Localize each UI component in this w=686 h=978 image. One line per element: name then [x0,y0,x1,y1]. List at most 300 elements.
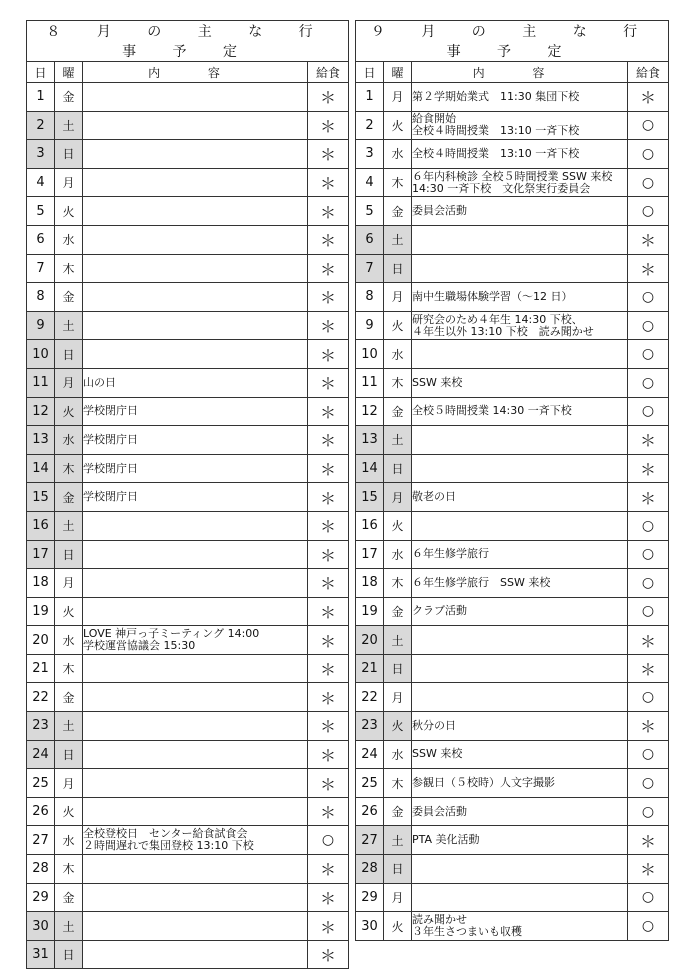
weekday-cell: 月 [55,368,83,397]
event-content-cell: SSW 来校 [412,368,628,397]
event-content-cell: 学校閉庁日 [83,397,308,426]
event-content-cell: 全校５時間授業 14:30 一斉下校 [412,397,628,426]
september-title: ９ 月 の 主 な 行 事 予 定 [356,21,669,62]
day-cell: 5 [27,197,55,226]
day-cell: 7 [356,254,384,283]
day-cell: 22 [27,683,55,712]
weekday-cell: 月 [384,883,412,912]
table-row [356,483,669,512]
table-row [27,740,349,769]
table-row [27,597,349,626]
event-content-cell: 研究会のため４年生 14:30 下校、 ４年生以外 13:10 下校 読み聞かせ [412,311,628,340]
day-cell: 29 [27,883,55,912]
event-content-cell [83,254,308,283]
event-content-cell [83,597,308,626]
event-content-cell [83,712,308,741]
table-row [27,940,349,969]
august-title-row [27,21,349,62]
weekday-cell: 木 [55,855,83,884]
day-cell: 4 [27,168,55,197]
event-content-cell [83,569,308,598]
event-content-cell [83,197,308,226]
event-content-cell: 委員会活動 [412,797,628,826]
meal-cell: ○ [628,740,669,769]
weekday-cell: 金 [55,83,83,112]
day-header: 日 [356,62,384,83]
day-cell: 10 [27,340,55,369]
table-row [27,197,349,226]
weekday-cell: 火 [55,597,83,626]
day-cell: 11 [27,368,55,397]
table-row [356,168,669,197]
table-row [356,311,669,340]
weekday-cell: 土 [384,626,412,655]
meal-header: 給食 [308,62,349,83]
event-content-cell [412,426,628,455]
table-row [356,426,669,455]
table-row [27,540,349,569]
weekday-cell: 金 [55,683,83,712]
weekday-cell: 水 [55,225,83,254]
event-content-cell [412,340,628,369]
table-row [356,454,669,483]
meal-cell: ○ [628,683,669,712]
weekday-cell: 月 [55,168,83,197]
day-cell: 23 [356,712,384,741]
day-cell: 31 [27,940,55,969]
september-header-row [356,62,669,83]
weekday-cell: 火 [55,197,83,226]
event-content-cell [83,654,308,683]
weekday-cell: 水 [384,740,412,769]
day-cell: 1 [27,83,55,112]
weekday-cell: 月 [384,483,412,512]
meal-cell: ＊ [308,712,349,741]
meal-cell: ○ [628,540,669,569]
weekday-header: 曜 [384,62,412,83]
event-content-cell: 委員会活動 [412,197,628,226]
meal-cell: ＊ [308,797,349,826]
day-cell: 26 [27,797,55,826]
table-row [27,826,349,855]
day-cell: 2 [27,111,55,140]
table-row [27,340,349,369]
table-row [27,569,349,598]
day-cell: 6 [356,225,384,254]
weekday-cell: 金 [55,483,83,512]
table-row [27,168,349,197]
weekday-cell: 日 [384,454,412,483]
day-cell: 20 [356,626,384,655]
day-cell: 19 [356,597,384,626]
day-cell: 22 [356,683,384,712]
meal-cell: ＊ [628,712,669,741]
table-row [27,797,349,826]
event-content-cell: 読み聞かせ ３年生さつまいも収穫 [412,912,628,941]
meal-cell: ＊ [628,826,669,855]
weekday-cell: 月 [384,283,412,312]
meal-cell: ＊ [308,397,349,426]
meal-cell: ＊ [308,254,349,283]
meal-cell: ＊ [308,340,349,369]
event-content-cell [412,225,628,254]
weekday-header: 曜 [55,62,83,83]
weekday-cell: 土 [55,511,83,540]
day-cell: 20 [27,626,55,655]
event-content-cell: クラブ活動 [412,597,628,626]
event-content-cell [83,683,308,712]
event-content-cell [83,511,308,540]
day-cell: 23 [27,712,55,741]
day-cell: 6 [27,225,55,254]
table-row [27,368,349,397]
table-row [356,883,669,912]
meal-cell: ＊ [308,426,349,455]
day-cell: 12 [27,397,55,426]
event-content-cell [83,168,308,197]
day-cell: 2 [356,111,384,140]
event-content-cell [412,654,628,683]
weekday-cell: 水 [384,340,412,369]
day-cell: 19 [27,597,55,626]
weekday-cell: 水 [384,140,412,169]
day-cell: 3 [356,140,384,169]
meal-header: 給食 [628,62,669,83]
weekday-cell: 火 [384,511,412,540]
event-content-cell: ６年内科検診 全校５時間授業 SSW 来校 14:30 一斉下校 文化祭実行委員会 [412,168,628,197]
meal-cell: ＊ [308,883,349,912]
day-cell: 13 [356,426,384,455]
day-cell: 4 [356,168,384,197]
event-content-cell: 学校閉庁日 [83,454,308,483]
meal-cell: ＊ [628,483,669,512]
day-cell: 14 [27,454,55,483]
table-row [356,626,669,655]
meal-cell: ＊ [308,483,349,512]
meal-cell: ○ [628,769,669,798]
weekday-cell: 金 [384,197,412,226]
event-content-cell [83,740,308,769]
meal-cell: ＊ [628,454,669,483]
day-cell: 24 [27,740,55,769]
weekday-cell: 土 [384,826,412,855]
event-content-cell [83,140,308,169]
weekday-cell: 日 [55,940,83,969]
table-row [356,797,669,826]
day-cell: 30 [356,912,384,941]
meal-cell: ○ [628,168,669,197]
weekday-cell: 日 [55,740,83,769]
meal-cell: ＊ [628,855,669,884]
weekday-cell: 木 [55,454,83,483]
table-row [27,254,349,283]
day-cell: 17 [27,540,55,569]
event-content-cell: 全校４時間授業 13:10 一斉下校 [412,140,628,169]
weekday-cell: 木 [384,168,412,197]
day-cell: 28 [27,855,55,884]
meal-cell: ＊ [628,83,669,112]
day-cell: 8 [356,283,384,312]
event-content-cell [83,225,308,254]
day-cell: 29 [356,883,384,912]
event-content-cell: 参観日（５校時）人文字撮影 [412,769,628,798]
august-schedule-table [26,20,349,969]
table-row [356,83,669,112]
meal-cell: ○ [628,340,669,369]
weekday-cell: 土 [384,225,412,254]
day-cell: 9 [356,311,384,340]
table-row [356,340,669,369]
weekday-cell: 金 [384,397,412,426]
event-content-cell: 敬老の日 [412,483,628,512]
weekday-cell: 木 [55,254,83,283]
event-content-cell [83,340,308,369]
meal-cell: ＊ [628,654,669,683]
day-cell: 30 [27,912,55,941]
table-row [356,368,669,397]
meal-cell: ＊ [308,683,349,712]
weekday-cell: 水 [55,626,83,655]
day-cell: 27 [356,826,384,855]
event-content-cell [83,540,308,569]
day-cell: 25 [356,769,384,798]
weekday-cell: 火 [55,797,83,826]
meal-cell: ＊ [308,111,349,140]
meal-cell: ＊ [308,83,349,112]
meal-cell: ＊ [628,254,669,283]
event-content-cell: 山の日 [83,368,308,397]
meal-cell: ＊ [308,140,349,169]
meal-cell: ○ [628,397,669,426]
meal-cell: ＊ [308,368,349,397]
table-row [356,597,669,626]
weekday-cell: 火 [384,712,412,741]
event-content-cell: 学校閉庁日 [83,483,308,512]
weekday-cell: 日 [384,654,412,683]
meal-cell: ○ [628,511,669,540]
event-content-cell: ６年生修学旅行 [412,540,628,569]
day-cell: 9 [27,311,55,340]
september-schedule-table [355,20,669,941]
weekday-cell: 日 [384,254,412,283]
day-cell: 15 [356,483,384,512]
event-content-cell: 全校登校日 センター給食試食会 ２時間遅れで集団登校 13:10 下校 [83,826,308,855]
event-content-cell [83,797,308,826]
event-content-cell [412,511,628,540]
event-content-cell: 学校閉庁日 [83,426,308,455]
day-cell: 16 [356,511,384,540]
meal-cell: ○ [628,597,669,626]
event-content-cell: 南中生職場体験学習（～12 日） [412,283,628,312]
table-row [27,769,349,798]
day-cell: 12 [356,397,384,426]
event-content-cell [83,111,308,140]
event-content-cell [412,855,628,884]
table-row [27,283,349,312]
event-content-cell [412,683,628,712]
day-cell: 3 [27,140,55,169]
weekday-cell: 水 [55,826,83,855]
weekday-cell: 金 [384,597,412,626]
meal-cell: ○ [628,283,669,312]
meal-cell: ＊ [628,225,669,254]
meal-cell: ○ [628,883,669,912]
meal-cell: ＊ [308,940,349,969]
weekday-cell: 土 [55,111,83,140]
table-row [27,683,349,712]
weekday-cell: 金 [55,283,83,312]
weekday-cell: 木 [384,368,412,397]
table-row [27,83,349,112]
event-content-cell: 第２学期始業式 11:30 集団下校 [412,83,628,112]
meal-cell: ＊ [308,740,349,769]
event-content-cell [83,283,308,312]
weekday-cell: 月 [55,769,83,798]
august-body [27,83,349,969]
table-row [356,769,669,798]
day-cell: 18 [356,569,384,598]
meal-cell: ＊ [308,855,349,884]
meal-cell: ＊ [308,511,349,540]
table-row [27,712,349,741]
event-content-cell [412,254,628,283]
weekday-cell: 日 [384,855,412,884]
table-row [27,311,349,340]
meal-cell: ○ [628,797,669,826]
september-body [356,83,669,941]
day-cell: 26 [356,797,384,826]
day-cell: 1 [356,83,384,112]
table-row [27,626,349,655]
meal-cell: ＊ [628,626,669,655]
event-content-cell [83,83,308,112]
meal-cell: ＊ [308,311,349,340]
day-cell: 17 [356,540,384,569]
table-row [356,683,669,712]
table-row [27,855,349,884]
weekday-cell: 火 [384,311,412,340]
table-row [27,912,349,941]
meal-cell: ＊ [628,426,669,455]
table-row [356,740,669,769]
meal-cell: ＊ [308,225,349,254]
meal-cell: ＊ [308,540,349,569]
day-cell: 8 [27,283,55,312]
event-content-cell: ６年生修学旅行 SSW 来校 [412,569,628,598]
event-content-cell [83,855,308,884]
event-content-cell [412,883,628,912]
content-header: 内 容 [83,62,308,83]
weekday-cell: 木 [384,769,412,798]
meal-cell: ○ [628,111,669,140]
event-content-cell [412,626,628,655]
august-header-row [27,62,349,83]
event-content-cell: LOVE 神戸っ子ミーティング 14:00 学校運営協議会 15:30 [83,626,308,655]
meal-cell: ○ [628,569,669,598]
table-row [27,140,349,169]
day-cell: 14 [356,454,384,483]
august-title: ８ 月 の 主 な 行 事 予 定 [27,21,349,62]
weekday-cell: 土 [55,712,83,741]
weekday-cell: 火 [384,912,412,941]
table-row [27,654,349,683]
weekday-cell: 水 [55,426,83,455]
day-cell: 28 [356,855,384,884]
weekday-cell: 日 [55,340,83,369]
day-cell: 10 [356,340,384,369]
content-header: 内 容 [412,62,628,83]
meal-cell: ○ [628,140,669,169]
meal-cell: ＊ [308,597,349,626]
weekday-cell: 水 [384,540,412,569]
weekday-cell: 火 [55,397,83,426]
weekday-cell: 月 [55,569,83,598]
table-row [356,912,669,941]
table-row [27,511,349,540]
day-header: 日 [27,62,55,83]
table-row [356,283,669,312]
table-row [356,140,669,169]
meal-cell: ○ [628,197,669,226]
day-cell: 18 [27,569,55,598]
weekday-cell: 月 [384,683,412,712]
table-row [27,454,349,483]
table-row [356,511,669,540]
weekday-cell: 金 [55,883,83,912]
table-row [27,426,349,455]
event-content-cell: SSW 来校 [412,740,628,769]
meal-cell: ＊ [308,626,349,655]
day-cell: 11 [356,368,384,397]
day-cell: 21 [27,654,55,683]
weekday-cell: 火 [384,111,412,140]
table-row [356,654,669,683]
table-row [356,254,669,283]
meal-cell: ○ [628,311,669,340]
event-content-cell [83,769,308,798]
weekday-cell: 金 [384,797,412,826]
meal-cell: ＊ [308,769,349,798]
table-row [356,712,669,741]
weekday-cell: 土 [55,912,83,941]
event-content-cell [412,454,628,483]
table-row [356,111,669,140]
event-content-cell: PTA 美化活動 [412,826,628,855]
day-cell: 24 [356,740,384,769]
table-row [356,569,669,598]
table-row [27,883,349,912]
weekday-cell: 土 [384,426,412,455]
table-row [356,397,669,426]
day-cell: 15 [27,483,55,512]
meal-cell: ＊ [308,168,349,197]
meal-cell: ○ [308,826,349,855]
table-row [27,397,349,426]
table-row [356,855,669,884]
table-row [356,826,669,855]
weekday-cell: 日 [55,140,83,169]
weekday-cell: 木 [384,569,412,598]
event-content-cell [83,912,308,941]
table-row [356,197,669,226]
day-cell: 21 [356,654,384,683]
event-content-cell [83,940,308,969]
weekday-cell: 木 [55,654,83,683]
meal-cell: ○ [628,368,669,397]
event-content-cell [83,883,308,912]
table-row [356,225,669,254]
day-cell: 25 [27,769,55,798]
